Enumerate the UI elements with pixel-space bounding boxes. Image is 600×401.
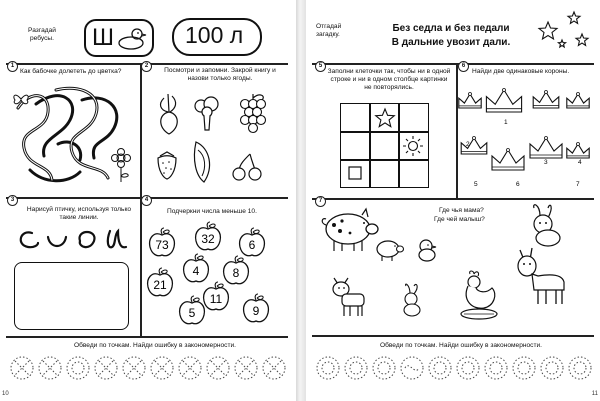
trace-shape[interactable]	[123, 357, 145, 379]
apple[interactable]	[150, 228, 175, 256]
crown-icon[interactable]	[530, 137, 562, 159]
dot-pattern-left	[8, 352, 288, 384]
page-number: 10	[2, 391, 9, 397]
trace-shape[interactable]	[67, 357, 89, 379]
book-spine	[296, 0, 306, 401]
grapes-icon	[236, 92, 270, 134]
strawberry-icon	[156, 150, 178, 180]
dot-pattern-right	[314, 352, 594, 384]
trace-shape[interactable]	[151, 357, 173, 379]
task-text: Нарисуй птичку, используя только такие линии.	[26, 206, 132, 221]
trace-shape[interactable]	[39, 357, 61, 379]
crown-icon[interactable]	[567, 93, 589, 109]
butterfly-icon	[12, 92, 30, 106]
apple-number: 9	[252, 304, 260, 318]
drawing-area[interactable]	[14, 262, 129, 330]
hen-icon	[458, 270, 500, 320]
flower-icon	[110, 148, 132, 184]
divider	[6, 336, 288, 338]
crown-icon[interactable]	[492, 149, 524, 171]
crown-label: 6	[516, 181, 520, 188]
apple-number: 73	[155, 238, 169, 252]
page-number: 11	[591, 391, 598, 397]
crown-label: 3	[544, 159, 548, 166]
apple[interactable]	[240, 228, 265, 256]
crown-label: 4	[578, 159, 582, 166]
donkey-icon	[514, 246, 570, 306]
sudoku-grid[interactable]	[340, 103, 429, 188]
crown-label: 2	[466, 141, 470, 148]
crown-icon[interactable]	[567, 143, 589, 159]
line-samples	[14, 227, 132, 251]
task-text: Где чья мама?	[439, 207, 484, 214]
crown-label: 7	[576, 181, 580, 188]
peapod-icon	[188, 138, 218, 184]
apple-number: 21	[153, 278, 167, 292]
riddle-line-1: Без седла и без педали	[392, 23, 510, 34]
divider	[312, 335, 594, 337]
trace-shape[interactable]	[317, 357, 339, 379]
trace-shape[interactable]	[485, 357, 507, 379]
task-number: 7	[315, 196, 326, 207]
duck-icon	[116, 26, 146, 52]
crowns-group	[458, 86, 596, 196]
trace-shape[interactable]	[373, 357, 395, 379]
task-number: 6	[458, 61, 469, 72]
task-text: Посмотри и запомни. Закрой книгу и назови только ягоды.	[164, 67, 276, 82]
apple[interactable]	[224, 256, 249, 284]
rebus-2	[172, 18, 262, 56]
trace-shape[interactable]	[207, 357, 229, 379]
right-page	[306, 0, 600, 401]
apple[interactable]	[204, 282, 229, 310]
trace-shape[interactable]	[457, 357, 479, 379]
task-text: Как бабочке долететь до цветка?	[20, 68, 122, 75]
pig-icon	[320, 205, 380, 253]
trace-shape[interactable]	[179, 357, 201, 379]
apple[interactable]	[184, 254, 209, 282]
trace-shape[interactable]	[541, 357, 563, 379]
trace-shape[interactable]	[429, 357, 451, 379]
apple-number: 11	[209, 292, 223, 306]
apples-group	[144, 222, 284, 332]
left-page	[0, 0, 296, 401]
footer-instruction: Обведи по точкам. Найди ошибку в закономерности.	[379, 342, 543, 349]
riddle-line-2: В дальние увозит дали.	[391, 37, 511, 48]
bunny-icon	[524, 204, 564, 248]
task-text: Где чей малыш?	[434, 216, 485, 223]
apple[interactable]	[180, 296, 205, 324]
crown-icon[interactable]	[533, 91, 559, 109]
trace-shape[interactable]	[513, 357, 535, 379]
broccoli-icon	[193, 96, 221, 132]
apple[interactable]	[148, 268, 173, 296]
apple[interactable]	[196, 222, 221, 250]
cherry-icon	[230, 152, 264, 182]
calf-icon	[328, 274, 368, 318]
square-icon	[347, 165, 363, 181]
task-text: Заполни клеточки так, чтобы ни в одной строке и ни в одном столбце картинки не повторялись.	[327, 68, 451, 91]
beet-icon	[150, 94, 190, 136]
apple-number: 32	[201, 232, 215, 246]
trace-shape[interactable]	[235, 357, 257, 379]
crown-label: 1	[504, 119, 508, 126]
crown-icon[interactable]	[486, 89, 521, 113]
rebus-1-letter: Ш	[92, 24, 114, 51]
trace-shape[interactable]	[345, 357, 367, 379]
trace-shape[interactable]	[263, 357, 285, 379]
rebus-2-text: 100 л	[185, 22, 244, 48]
divider	[312, 63, 594, 65]
task-number: 1	[7, 61, 18, 72]
apple-number: 6	[248, 238, 256, 252]
riddle-instruction: Отгадай загадку.	[316, 23, 342, 38]
trace-shape[interactable]	[569, 357, 591, 379]
apple-number: 5	[188, 306, 196, 320]
task-text: Подчеркни числа меньше 10.	[167, 208, 257, 215]
rebus-instruction: Разгадай ребусы.	[28, 27, 56, 42]
bunny-baby-icon	[398, 284, 426, 318]
trace-shape[interactable]	[95, 357, 117, 379]
apple-number: 8	[232, 266, 240, 280]
piglet-icon	[374, 236, 404, 262]
divider	[312, 198, 594, 200]
trace-shape[interactable]	[401, 357, 423, 379]
star-icon	[375, 108, 395, 128]
task-text: Найди две одинаковые короны.	[472, 68, 570, 75]
chick-icon	[416, 238, 438, 262]
rebus-1	[84, 19, 154, 57]
sun-icon	[403, 136, 423, 156]
trace-shape[interactable]	[11, 357, 33, 379]
crown-label: 5	[474, 181, 478, 188]
footer-instruction: Обведи по точкам. Найди ошибку в закономерности.	[73, 342, 237, 349]
task-number: 5	[315, 61, 326, 72]
crown-icon[interactable]	[459, 93, 481, 109]
task-number: 3	[7, 195, 18, 206]
apple[interactable]	[244, 294, 269, 322]
stars-decoration	[538, 10, 594, 54]
task-number: 2	[141, 61, 152, 72]
apple-number: 4	[192, 264, 200, 278]
task-number: 4	[141, 195, 152, 206]
